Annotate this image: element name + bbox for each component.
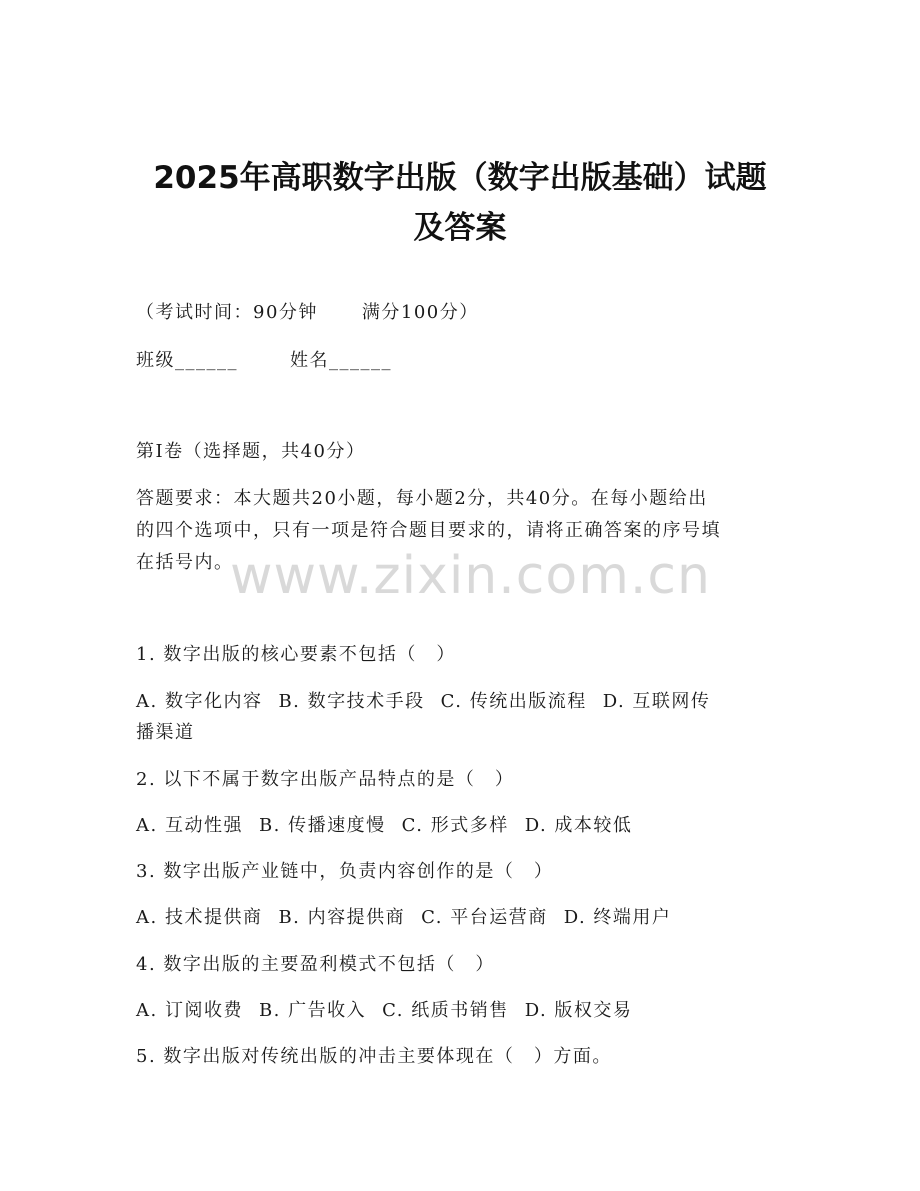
- question-4-stem: 4. 数字出版的主要盈利模式不包括（ ）: [136, 954, 495, 975]
- section-heading: 第I卷（选择题，共40分）: [136, 441, 366, 462]
- question-1-option-d: D. 互联网传: [602, 691, 711, 712]
- question-1-options: [136, 688, 796, 716]
- question-3-option-b: B. 内容提供商: [278, 907, 406, 928]
- question-4-option-d: D. 版权交易: [524, 1000, 633, 1021]
- question-2-stem: 2. 以下不属于数字出版产品特点的是（ ）: [136, 769, 515, 790]
- question-1-stem: 1. 数字出版的核心要素不包括（ ）: [136, 644, 456, 665]
- question-3-stem: 3. 数字出版产业链中，负责内容创作的是（ ）: [136, 861, 554, 882]
- instructions-line-1: 答题要求：本大题共20小题，每小题2分，共40分。在每小题给出: [136, 488, 708, 509]
- document-title-line-1: 2025年高职数字出版（数字出版基础）试题: [153, 160, 767, 196]
- question-2-option-c: C. 形式多样: [401, 815, 509, 836]
- question-4-option-c: C. 纸质书销售: [382, 1000, 509, 1021]
- question-2-option-d: D. 成本较低: [524, 815, 633, 836]
- question-3-option-c: C. 平台运营商: [421, 907, 548, 928]
- document-title-line-2: 及答案: [413, 210, 507, 246]
- student-info: [136, 347, 796, 375]
- question-1-options-continued: 播渠道: [136, 722, 195, 743]
- question-5-stem: 5. 数字出版对传统出版的冲击主要体现在（ ）方面。: [136, 1046, 612, 1067]
- question-1-option-c: C. 传统出版流程: [440, 691, 587, 712]
- instructions-line-2: 的四个选项中，只有一项是符合题目要求的，请将正确答案的序号填: [136, 520, 721, 541]
- question-4-options: [136, 997, 796, 1025]
- class-field: 班级______: [136, 350, 238, 371]
- question-2-option-a: A. 互动性强: [136, 815, 243, 836]
- name-field: 姓名______: [290, 350, 392, 371]
- exam-info: [136, 299, 796, 327]
- question-1-option-a: A. 数字化内容: [136, 691, 263, 712]
- question-4-option-a: A. 订阅收费: [136, 1000, 243, 1021]
- question-2-option-b: B. 传播速度慢: [258, 815, 386, 836]
- question-1-option-b: B. 数字技术手段: [278, 691, 425, 712]
- instructions-line-3: 在括号内。: [136, 552, 234, 573]
- question-3-option-d: D. 终端用户: [563, 907, 672, 928]
- question-2-options: [136, 812, 796, 840]
- watermark: www.zixin.com.cn: [230, 546, 711, 606]
- exam-time: （考试时间：90分钟: [136, 302, 318, 323]
- question-3-options: [136, 904, 796, 932]
- exam-score: 满分100分）: [361, 302, 479, 323]
- question-4-option-b: B. 广告收入: [258, 1000, 367, 1021]
- question-3-option-a: A. 技术提供商: [136, 907, 263, 928]
